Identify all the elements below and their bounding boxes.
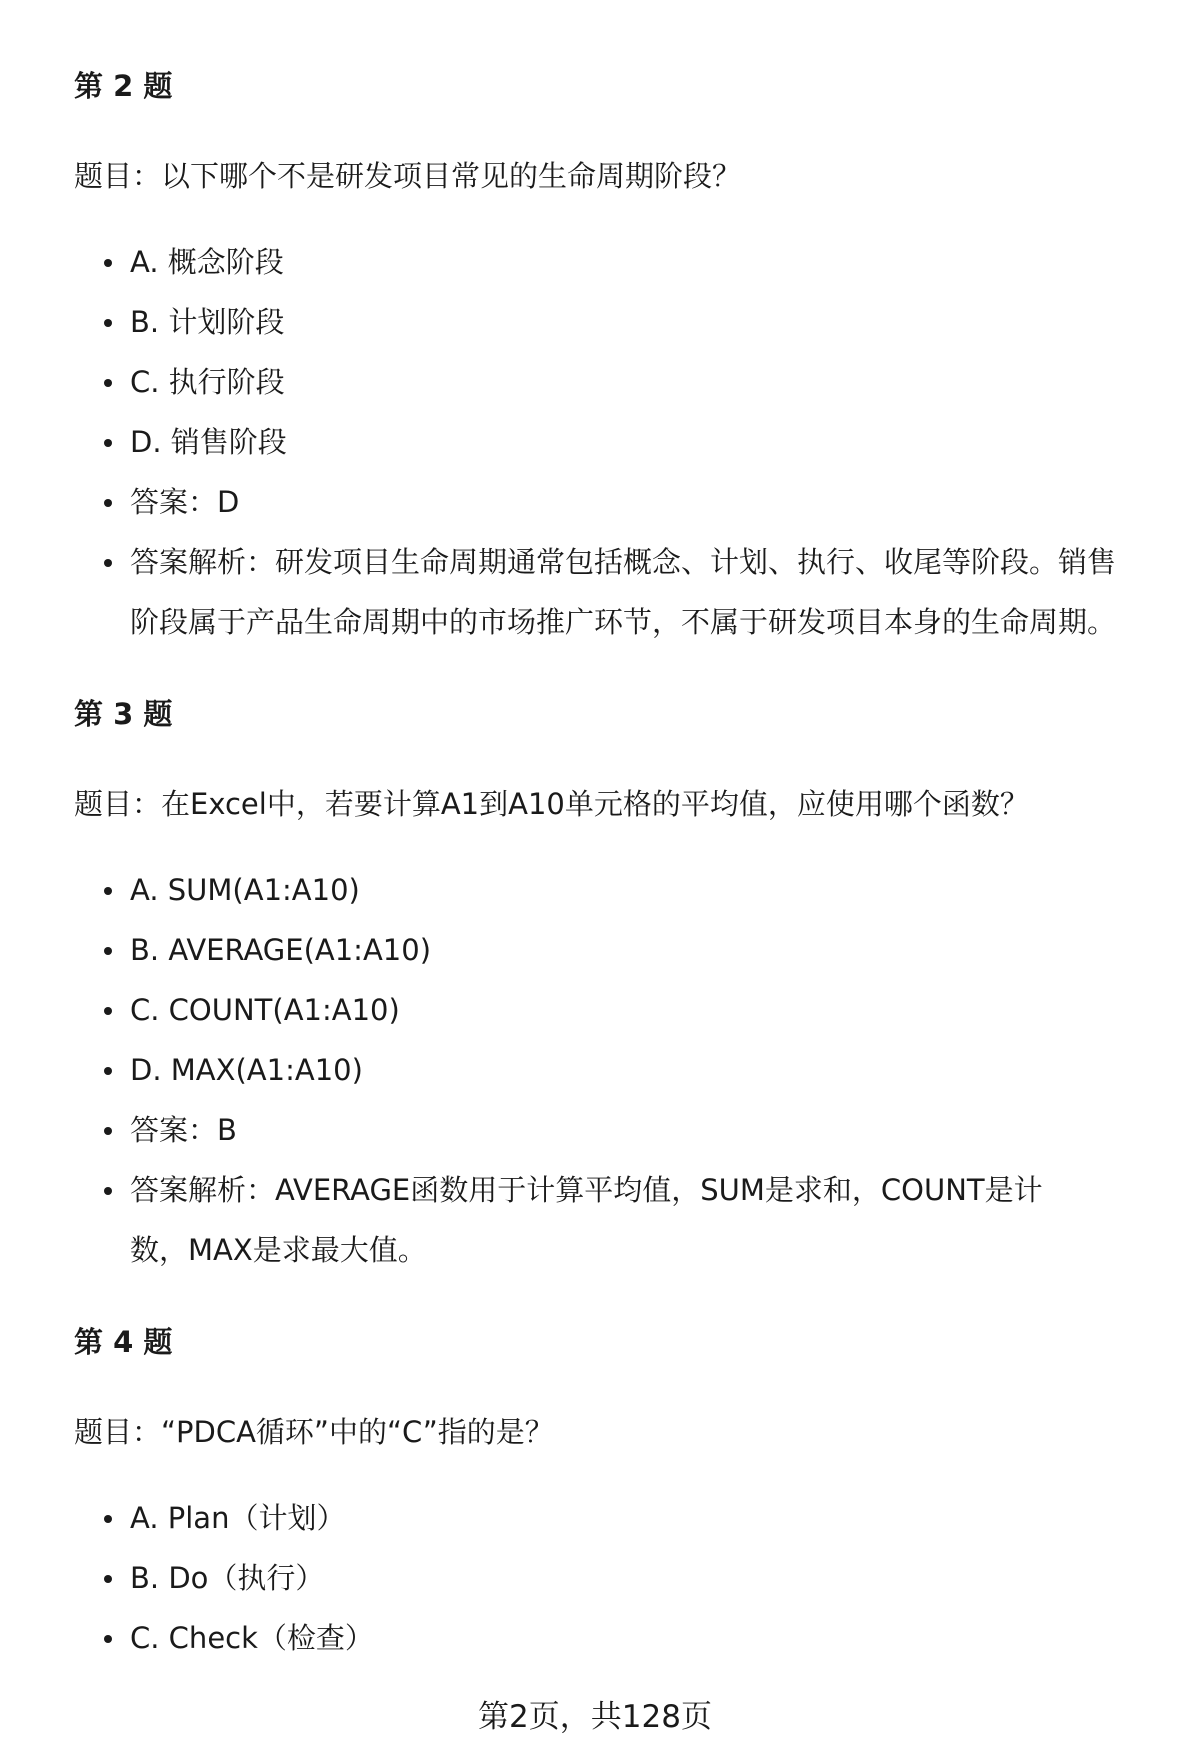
list-item: [74, 292, 1154, 352]
question-heading: 第 2 题: [74, 69, 173, 103]
bullet-icon: [104, 1067, 112, 1075]
answer: 答案：D: [130, 485, 240, 519]
question-stem: 题目：以下哪个不是研发项目常见的生命周期阶段？: [74, 159, 742, 193]
bullet-icon: [104, 319, 112, 327]
analysis-line-2: 阶段属于产品生命周期中的市场推广环节，不属于研发项目本身的生命周期。: [130, 605, 1117, 639]
bullet-icon: [104, 499, 112, 507]
bullet-icon: [104, 1515, 112, 1523]
bullet-icon: [104, 947, 112, 955]
option-c: C. 执行阶段: [130, 365, 285, 399]
bullet-icon: [104, 1007, 112, 1015]
analysis-line-2: 数，MAX是求最大值。: [130, 1233, 427, 1267]
option-a: A. SUM(A1:A10): [130, 873, 360, 907]
list-item: [74, 232, 1154, 292]
question-heading: 第 4 题: [74, 1325, 173, 1359]
list-item: [74, 412, 1154, 472]
analysis-line-1: 答案解析：AVERAGE函数用于计算平均值，SUM是求和，COUNT是计: [130, 1173, 1043, 1207]
question-3: [74, 694, 1154, 1267]
option-a: A. Plan（计划）: [130, 1501, 346, 1535]
list-item: [74, 980, 1154, 1040]
question-2: [74, 66, 1154, 639]
bullet-icon: [104, 559, 112, 567]
bullet-icon: [104, 887, 112, 895]
question-stem: 题目：“PDCA循环”中的“C”指的是？: [74, 1415, 554, 1449]
option-c: C. Check（检查）: [130, 1621, 374, 1655]
question-heading: 第 3 题: [74, 697, 173, 731]
page-footer: [0, 1695, 1190, 1739]
bullet-icon: [104, 439, 112, 447]
list-item: [74, 1040, 1154, 1100]
analysis-line-1: 答案解析：研发项目生命周期通常包括概念、计划、执行、收尾等阶段。销售: [130, 545, 1117, 579]
list-item: [74, 532, 1154, 652]
list-item: [74, 1608, 1154, 1668]
option-b: B. Do（执行）: [130, 1561, 325, 1595]
option-c: C. COUNT(A1:A10): [130, 993, 400, 1027]
page-number: 第2页，共128页: [478, 1699, 712, 1735]
list-item: [74, 860, 1154, 920]
bullet-icon: [104, 1575, 112, 1583]
option-b: B. AVERAGE(A1:A10): [130, 933, 432, 967]
answer: 答案：B: [130, 1113, 237, 1147]
bullet-icon: [104, 379, 112, 387]
question-4: [74, 1322, 1154, 1655]
question-stem: 题目：在Excel中，若要计算A1到A10单元格的平均值，应使用哪个函数？: [74, 787, 1029, 821]
list-item: [74, 352, 1154, 412]
option-a: A. 概念阶段: [130, 245, 284, 279]
option-list: [74, 1488, 1154, 1668]
list-item: [74, 920, 1154, 980]
list-item: [74, 1548, 1154, 1608]
list-item: [74, 1160, 1154, 1280]
option-list: [74, 232, 1154, 652]
list-item: [74, 472, 1154, 532]
bullet-icon: [104, 259, 112, 267]
list-item: [74, 1488, 1154, 1548]
option-b: B. 计划阶段: [130, 305, 285, 339]
bullet-icon: [104, 1635, 112, 1643]
option-list: [74, 860, 1154, 1280]
list-item: [74, 1100, 1154, 1160]
option-d: D. 销售阶段: [130, 425, 287, 459]
bullet-icon: [104, 1127, 112, 1135]
option-d: D. MAX(A1:A10): [130, 1053, 363, 1087]
bullet-icon: [104, 1187, 112, 1195]
